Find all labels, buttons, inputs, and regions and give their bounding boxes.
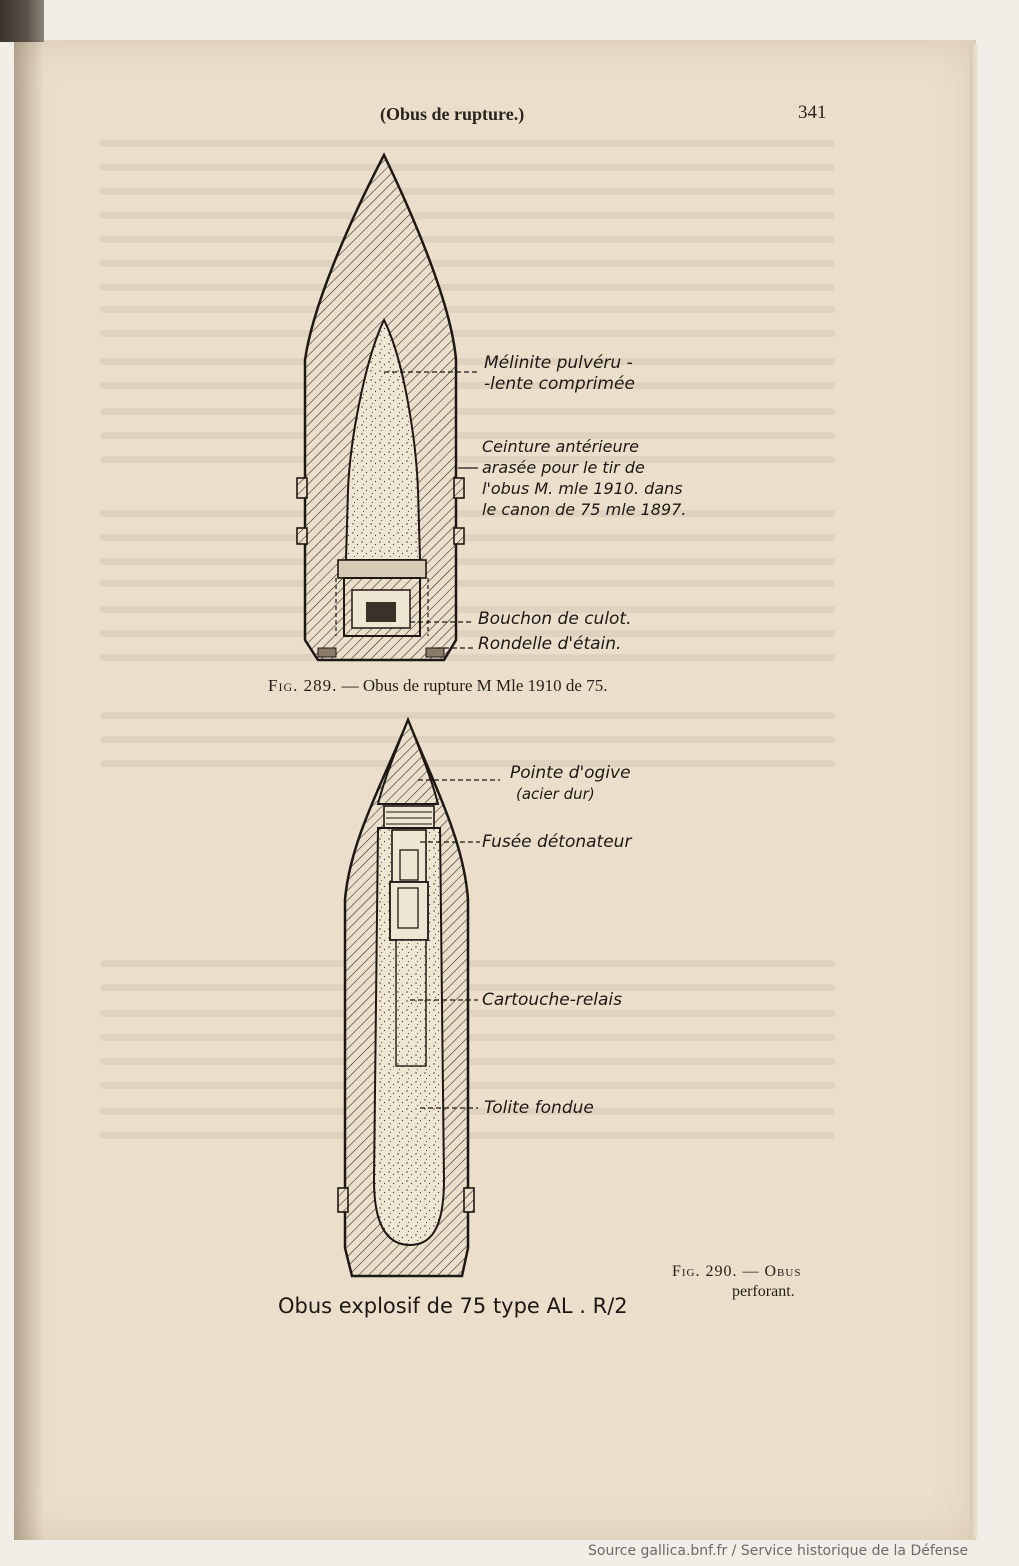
figure-289-caption: [268, 676, 607, 696]
label-bouchon: Bouchon de culot.: [478, 609, 632, 629]
page-number: 341: [798, 102, 827, 123]
label-pointe-line2: (acier dur): [516, 785, 595, 803]
label-fusee: Fusée détonateur: [482, 832, 632, 852]
label-pointe: [510, 763, 631, 805]
figure-289-number: Fig. 289.: [268, 676, 338, 695]
label-ceinture-line1: Ceinture antérieure: [482, 437, 640, 456]
running-header: (Obus de rupture.): [380, 104, 525, 124]
label-ceinture-line2: arasée pour le tir de: [482, 458, 645, 477]
source-footer: Source gallica.bnf.fr / Service historique de la Défense: [588, 1543, 969, 1559]
figure-289-shell: [297, 155, 478, 660]
explosive-shell-caption: Obus explosif de 75 type AL . R/2: [278, 1294, 628, 1318]
figure-290-title: perforant.: [732, 1283, 795, 1300]
label-tolite: Tolite fondue: [484, 1098, 594, 1118]
label-melinite-line1: Mélinite pulvéru -: [484, 353, 633, 373]
label-pointe-line1: Pointe d'ogive: [510, 763, 631, 783]
label-ceinture: [482, 436, 686, 520]
label-cartouche: Cartouche-relais: [482, 990, 623, 1010]
label-rondelle: Rondelle d'étain.: [478, 634, 622, 654]
label-ceinture-line4: le canon de 75 mle 1897.: [482, 500, 687, 519]
figure-explosive-shell: [338, 720, 500, 1276]
label-ceinture-line3: l'obus M. mle 1910. dans: [482, 479, 683, 498]
label-melinite: [484, 353, 635, 395]
figure-289-title: — Obus de rupture M Mle 1910 de 75.: [341, 676, 608, 695]
figure-290-caption: [672, 1262, 801, 1302]
figure-290-number: Fig. 290. — Obus: [672, 1263, 802, 1280]
label-melinite-line2: -lente comprimée: [484, 374, 635, 394]
